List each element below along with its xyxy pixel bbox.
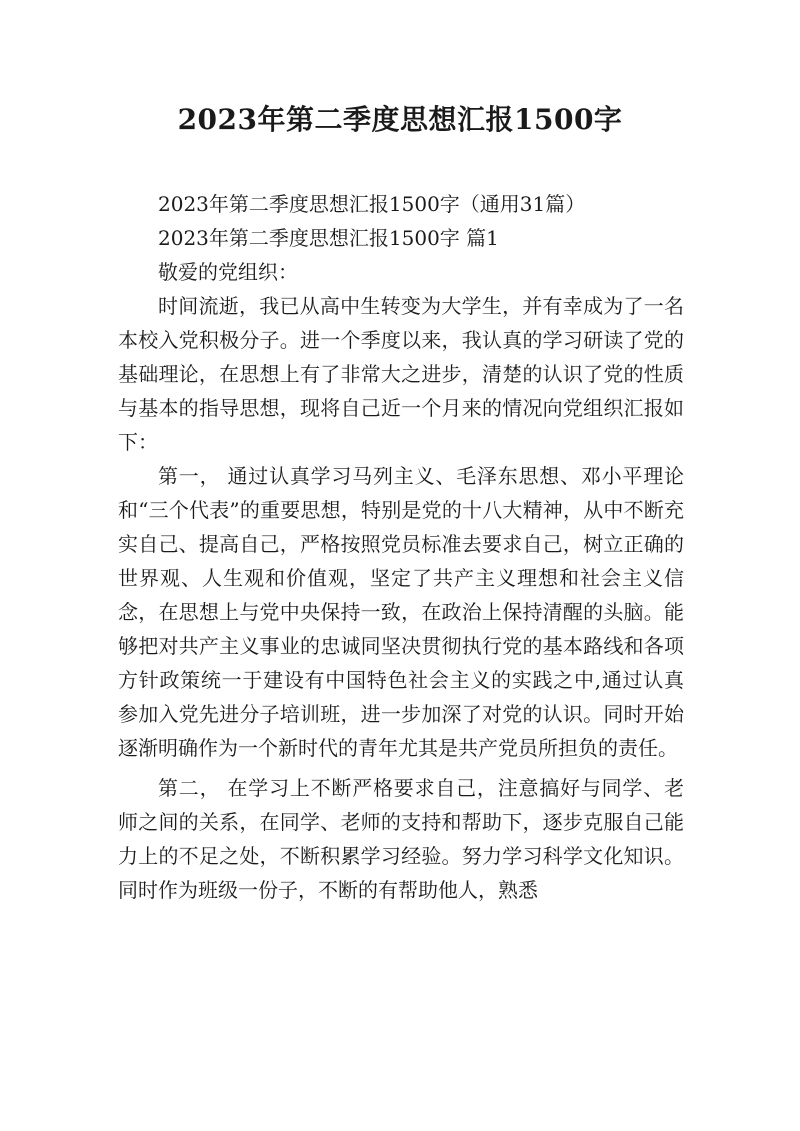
body-paragraph: 第二， 在学习上不断严格要求自己，注意搞好与同学、老师之间的关系，在同学、老师的支持和帮助下，逐步克服自己能力上的不足之处，不断积累学习经验。努力学习科学文化知识。同时作为班级一份子，不断的有帮助他人，熟悉 [118,776,684,902]
article-heading: 2023年第二季度思想汇报1500字 篇1 [158,226,499,250]
body-paragraph: 时间流逝，我已从高中生转变为大学生，并有幸成为了一名本校入党积极分子。进一个季度以来，我认真的学习研读了党的基础理论，在思想上有了非常大之进步，清楚的认识了党的性质与基本的指导思想，现将自己近一个月来的情况向党组织汇报如下： [118,294,684,454]
document-title: 2023年第二季度思想汇报1500字 [177,103,623,136]
collection-heading: 2023年第二季度思想汇报1500字（通用31篇） [158,192,586,216]
salutation: 敬爱的党组织： [158,260,298,284]
document-body [118,187,684,907]
body-paragraph: 第一， 通过认真学习马列主义、毛泽东思想、邓小平理论和“三个代表”的重要思想，特别是党的十八大精神，从中不断充实自己、提高自己，严格按照党员标准去要求自己，树立正确的世界观、人生观和价值观，坚定了共产主义理想和社会主义信念，在思想上与党中央保持一致，在政治上保持清醒的头脑。能够把对共产主义事业的忠诚同坚决贯彻执行党的基本路线和各项方针政策统一于建设有中国特色社会主义的实践之中,通过认真参加入党先进分子培训班，进一步加深了对党的认识。同时开始逐渐明确作为一个新时代的青年尤其是共产党员所担负的责任。 [118,464,684,760]
